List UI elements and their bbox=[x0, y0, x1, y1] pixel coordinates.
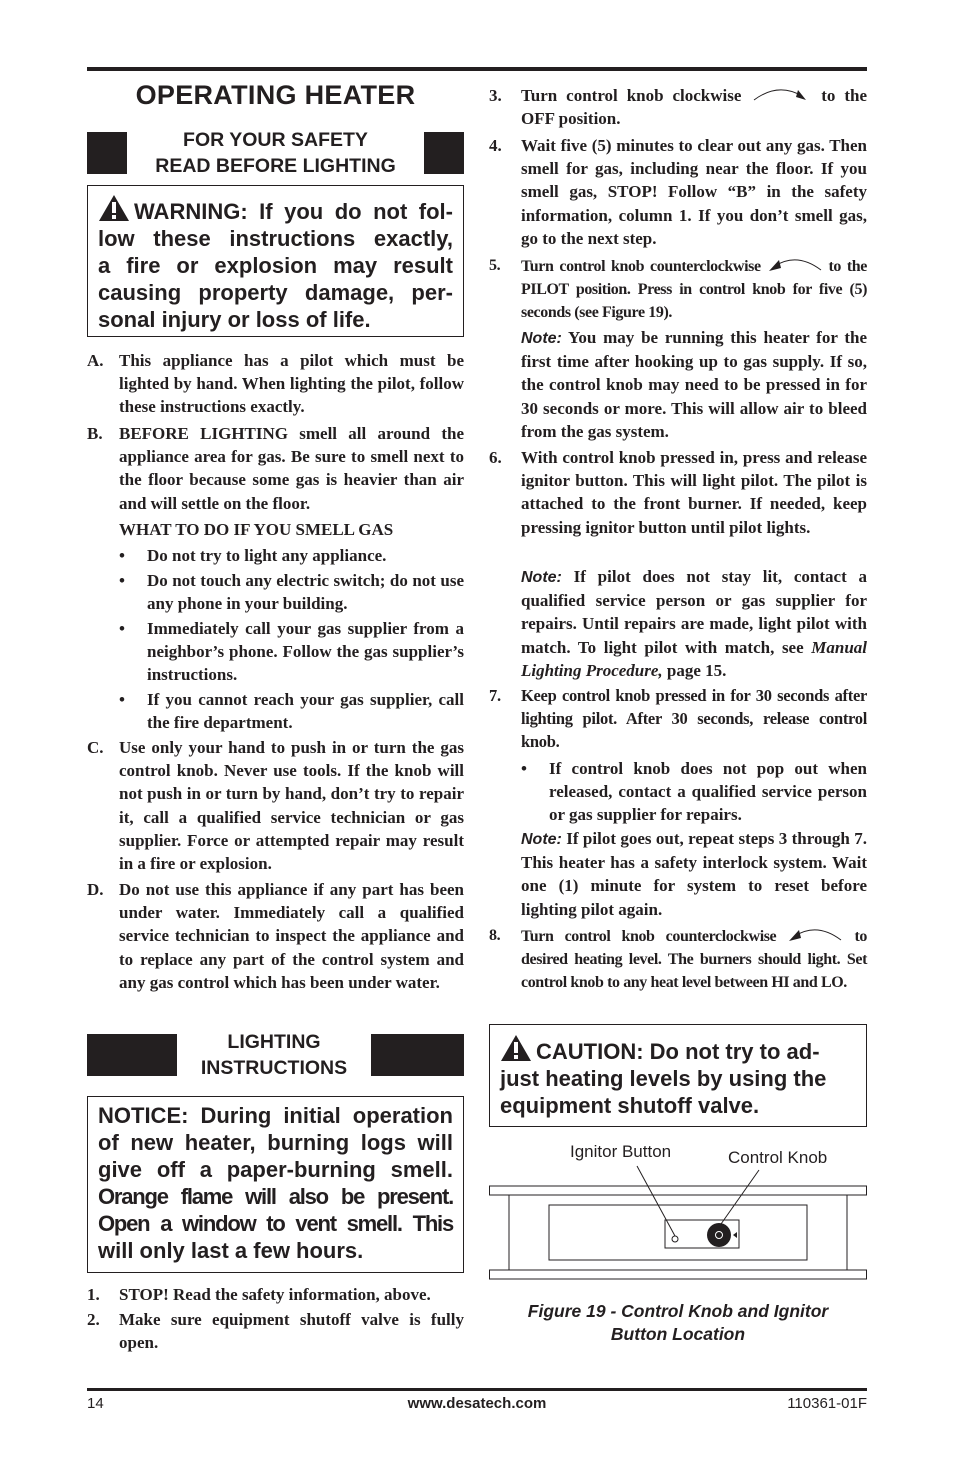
gas-bullet-1: • Do not try to light any appliance. bbox=[119, 546, 387, 565]
step-8: 8. Turn control knob counterclockwise to desired heating level. The burners should light. Set control knob to any heat level between HI and LO. bbox=[489, 924, 867, 995]
gas-bullet-3: • Immediately call your gas supplier from a neighbor’s phone. Follow the gas supplier’s instructions. bbox=[119, 619, 464, 685]
safety-item-a: A. This appliance has a pilot which must be lighted by hand. When lighting the pilot, follow these instructions exactly. bbox=[87, 351, 464, 417]
step-5-note: Note: You may be running this heater for the first time after hooking up to gas supply. If so, the control knob may need to be pressed in for 30 seconds or more. This will allow air to bleed from the gas system. bbox=[521, 328, 867, 441]
step-7-note: Note: If pilot goes out, repeat steps 3 through 7. This heater has a safety interlock system. Wait one (1) minute for system to reset before lighting pilot again. bbox=[521, 829, 867, 919]
notice-line-3: give off a paper-burning smell. bbox=[98, 1157, 453, 1182]
header-bar-right bbox=[424, 132, 464, 174]
clockwise-arrow-icon bbox=[752, 84, 810, 104]
page-title: OPERATING HEATER bbox=[135, 80, 416, 110]
warning-line-5: sonal injury or loss of life. bbox=[98, 307, 371, 332]
warning-line-1: WARNING: If you do not fol- bbox=[134, 199, 453, 224]
safety-item-d: D. Do not use this appliance if any part has been under water. Immediately call a qualified service technician to inspect the appliance and to replace any part of the control system and any gas control which has been under water. bbox=[87, 880, 464, 992]
caution-line-1: CAUTION: Do not try to ad- bbox=[536, 1039, 820, 1064]
lighting-header bbox=[87, 1029, 464, 1081]
notice-line-2: of new heater, burning logs will bbox=[98, 1130, 453, 1155]
step-6: 6. With control knob pressed in, press and release ignitor button. This will light pilot. The pilot is attached to the front burner. If needed, keep pressing ignitor button until pilot lights. bbox=[489, 448, 867, 537]
header-bar-left bbox=[87, 132, 127, 174]
lighting-bar-right bbox=[371, 1034, 464, 1076]
notice-line-4: Orange flame will also be present. bbox=[98, 1184, 453, 1209]
gas-bullet-2: • Do not touch any electric switch; do not use any phone in your building. bbox=[119, 571, 464, 614]
notice-line-5: Open a window to vent smell. This bbox=[98, 1211, 453, 1236]
lighting-header-line2: INSTRUCTIONS bbox=[200, 1057, 348, 1079]
step-1: 1. STOP! Read the safety information, above. bbox=[87, 1285, 431, 1304]
ignitor-button-label: Ignitor Button bbox=[570, 1142, 672, 1161]
lighting-header-line1: LIGHTING bbox=[227, 1031, 321, 1053]
warning-triangle-icon bbox=[500, 1034, 532, 1062]
document-number: 110361-01F bbox=[787, 1395, 867, 1412]
safety-header-line2: READ BEFORE LIGHTING bbox=[155, 155, 396, 177]
caution-box bbox=[489, 1024, 867, 1127]
step-7: 7. Keep control knob pressed in for 30 seconds after lighting pilot. After 30 seconds, release control knob. bbox=[489, 686, 867, 752]
control-knob-diagram bbox=[489, 1160, 867, 1285]
warning-line-2: low these instructions exactly, bbox=[98, 226, 453, 251]
caution-line-2: just heating levels by using the bbox=[500, 1066, 827, 1091]
gas-heading: WHAT TO DO IF YOU SMELL GAS bbox=[119, 520, 394, 539]
figure-caption: Figure 19 - Control Knob and Ignitor Button Location bbox=[527, 1301, 829, 1344]
warning-line-4: causing property damage, per- bbox=[98, 280, 453, 305]
control-knob bbox=[707, 1223, 731, 1247]
control-knob-label: Control Knob bbox=[728, 1148, 828, 1167]
gas-bullet-4: • If you cannot reach your gas supplier, call the fire department. bbox=[119, 690, 464, 733]
lighting-bar-left bbox=[87, 1034, 177, 1076]
step-2: 2. Make sure equipment shutoff valve is fully open. bbox=[87, 1310, 464, 1353]
step-3: 3. Turn control knob clockwise to the OFF position. bbox=[489, 86, 868, 129]
page-number: 14 bbox=[87, 1395, 104, 1412]
safety-header-line1: FOR YOUR SAFETY bbox=[183, 129, 368, 151]
step-7-bullet: • If control knob does not pop out when released, contact a qualified service person or gas supplier for repairs. bbox=[521, 759, 867, 825]
counterclockwise-arrow-icon bbox=[787, 924, 843, 944]
notice-line-6: will only last a few hours. bbox=[98, 1238, 364, 1263]
footer-website: www.desatech.com bbox=[407, 1395, 547, 1412]
safety-item-b: B. BEFORE LIGHTING smell all around the appliance area for gas. Be sure to smell next to the floor because some gas is heavier than air and will settle on the floor. bbox=[87, 424, 464, 513]
notice-box bbox=[87, 1096, 464, 1273]
step-5: 5. Turn control knob counterclockwise to the PILOT position. Press in control knob for five (5) seconds (see Figure 19). bbox=[489, 254, 867, 325]
top-rule bbox=[87, 67, 867, 71]
ignitor-button bbox=[672, 1236, 678, 1242]
caution-line-3: equipment shutoff valve. bbox=[500, 1093, 760, 1118]
notice-line-1: NOTICE: During initial operation bbox=[98, 1103, 453, 1128]
bottom-rule bbox=[87, 1388, 867, 1391]
warning-line-3: a fire or explosion may result bbox=[98, 253, 453, 278]
safety-header bbox=[87, 127, 464, 179]
safety-item-c: C. Use only your hand to push in or turn the gas control knob. Never use tools. If the knob will not push in or turn by hand, don’t try to repair it, call a qualified service technician or gas supplier. Force or attempted repair may result in a fire or explosion. bbox=[87, 738, 464, 874]
warning-box bbox=[87, 185, 464, 337]
counterclockwise-arrow-icon bbox=[767, 254, 823, 274]
warning-triangle-icon bbox=[98, 194, 130, 222]
step-6-note: Note: If pilot does not stay lit, contact a qualified service person or gas supplier for repairs. Until repairs are made, light pilot with match. To light pilot with match, see Manual Lighting Procedure, page 15. bbox=[521, 567, 867, 680]
step-4: 4. Wait five (5) minutes to clear out any gas. Then smell for gas, including near the floor. If you smell gas, STOP! Follow “B” in the safety information, column 1. If you don’t smell gas, go to the next step. bbox=[489, 136, 867, 248]
